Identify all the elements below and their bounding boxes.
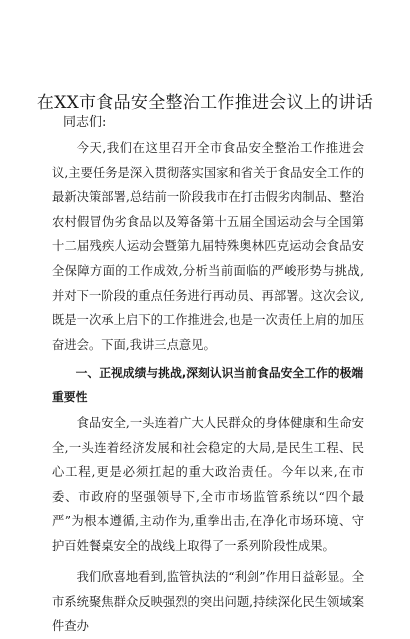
section-heading: 一、正视成绩与挑战,深刻认识当前食品安全工作的极端重要性 — [52, 366, 364, 404]
intro-paragraph: 今天,我们在这里召开全市食品安全整治工作推进会议,主要任务是深入贯彻落实国家和省关于食品安全工作的最新决策部署,总结前一阶段我市在打击假劣肉制品、整治农村假冒伪劣食品以及筹备第十五届全国运动会与全国第十二届残疾人运动会暨第九届特殊奥林匹克运动会食品安全保障方面的工作成效,分析当前面临的严峻形势与挑战,并对下一阶段的重点任务进行再动员、再部署。这次会议,既是一次承上启下的工作推进会,也是一次责任上肩的加压奋进会。下面,我讲三点意见。 — [52, 141, 364, 352]
body-paragraph: 食品安全,一头连着广大人民群众的身体健康和生命安全,一头连着经济发展和社会稳定的大局,是民生工程、民心工程,更是必须扛起的重大政治责任。今年以来,在市委、市政府的坚强领导下,全市市场监管系统以“四个最严”为根本遵循,主动作为,重拳出击,在净化市场环境、守护百姓餐桌安全的战线上取得了一系列阶段性成果。 — [52, 416, 364, 553]
body-paragraph-continued: 我们欣喜地看到,监管执法的“利剑”作用日益彰显。全市系统聚焦群众反映强烈的突出问题,持续深化民生领域案件查办 — [52, 570, 364, 634]
document-title: 在XX市食品安全整治工作推进会议上的讲话 — [36, 93, 374, 113]
greeting: 同志们: — [63, 115, 107, 130]
